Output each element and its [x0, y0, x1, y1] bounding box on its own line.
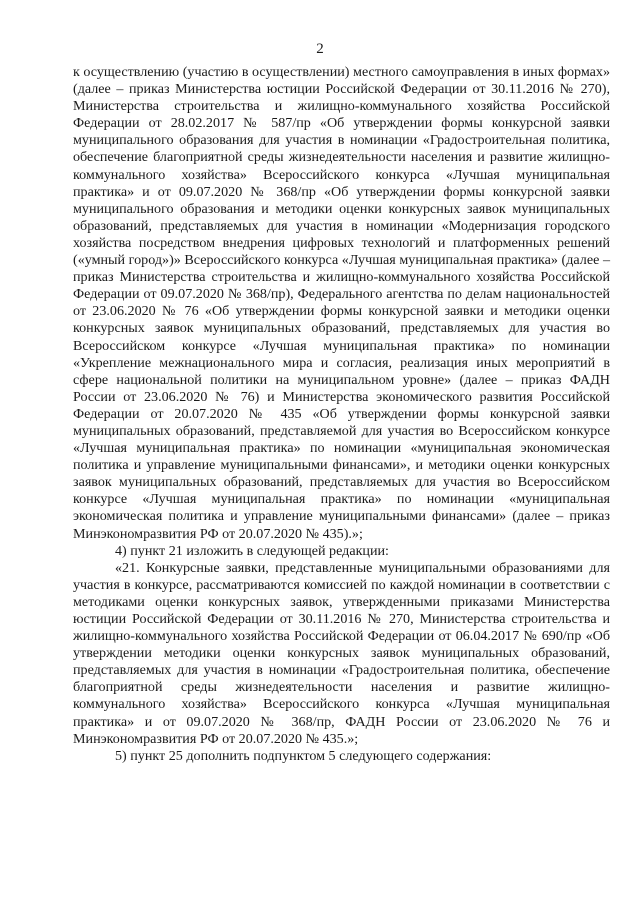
paragraph-2: 4) пункт 21 изложить в следующей редакции:: [115, 542, 389, 559]
paragraph-1: к осуществлению (участию в осуществлении) местного самоуправления в иных формах» (далее – приказ Министерства юстиции Российской Федерации от 30.11.2016 № 270), Министерства строительства и жилищно-коммунального хозяйства Российской Федерации от 28.02.2017 № 587/пр «Об утверждении формы конкурсной заявки муниципального образования для участия в номинации «Градостроительная политика, обеспечение благоприятной среды жизнедеятельности населения и развитие жилищно-коммунального хозяйства» Всероссийского конкурса «Лучшая муниципальная практика» и от 09.07.2020 № 368/пр «Об утверждении формы конкурсной заявки муниципального образования и методики оценки конкурсных заявок муниципальных образований, представляемых для участия в номинации «Модернизация городского хозяйства посредством внедрения цифровых технологий и платформенных решений («умный город»)» Всероссийского конкурса «Лучшая муниципальная практика» (далее – приказ Министерства строительства и жилищно-коммунального хозяйства Российской Федерации от 09.07.2020 № 368/пр), Федерального агентства по делам национальностей от 23.06.2020 № 76 «Об утверждении формы конкурсной заявки и методики оценки конкурсных заявок муниципальных образований, представляемых для участия во Всероссийском конкурсе «Лучшая муниципальная практика» по номинации «Укрепление межнационального мира и согласия, реализация иных мероприятий в сфере национальной политики на муниципальном уровне» (далее – приказ ФАДН России от 23.06.2020 № 76) и Министерства экономического развития Российской Федерации от 20.07.2020 № 435 «Об утверждении формы конкурсной заявки муниципальных образований, представляемой для участия во Всероссийском конкурсе «Лучшая муниципальная практика» по номинации «муниципальная экономическая политика и управление муниципальными финансами», и методики оценки конкурсных заявок муниципальных образований, представляемых для участия во Всероссийском конкурсе «Лучшая муниципальная практика» по номинации «муниципальная экономическая политика и управление муниципальными финансами» (далее – приказ Минэкономразвития РФ от 20.07.2020 № 435).»;: [73, 64, 610, 542]
page-number: 2: [316, 41, 324, 57]
paragraph-3: «21. Конкурсные заявки, представленные муниципальными образованиями для участия в конкурсе, рассматриваются комиссией по каждой номинации в соответствии с методиками оценки конкурсных заявок, утвержденными приказами Министерства юстиции Российской Федерации от 30.11.2016 № 270, Министерства строительства и жилищно-коммунального хозяйства Российской Федерации от 06.04.2017 № 690/пр «Об утверждении методики оценки конкурсных заявок муниципальных образований, представляемых для участия в номинации «Градостроительная политика, обеспечение благоприятной среды жизнедеятельности населения и развитие жилищно-коммунального хозяйства» Всероссийского конкурса «Лучшая муниципальная практика» и от 09.07.2020 № 368/пр, ФАДН России от 23.06.2020 № 76 и Минэкономразвития РФ от 20.07.2020 № 435.»;: [73, 559, 610, 747]
paragraph-4: 5) пункт 25 дополнить подпунктом 5 следующего содержания:: [115, 747, 492, 764]
body-text: [73, 64, 610, 765]
